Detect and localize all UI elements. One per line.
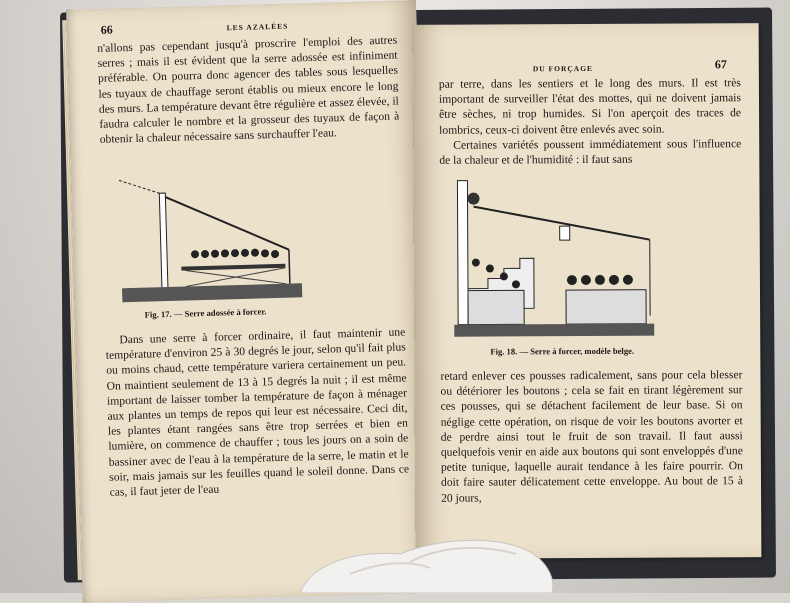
paragraph: Certaines variétés poussent immédiatement sous l'influence de la chaleur et de l'humidité : il faut sans <box>439 136 741 168</box>
greenhouse-figure-18 <box>453 176 664 341</box>
figure-caption: Fig. 18. — Serre à forcer, modèle belge. <box>490 346 634 357</box>
greenhouse-figure-17 <box>119 171 323 307</box>
paragraph: par terre, dans les sentiers et le long des murs. Il est très important de surveiller l'état des mottes, qui ne doivent jamais être sèches, ni trop humides. Si l'on aperçoit des traces de lombrics, ceux-ci doivent être enlevés avec soin. <box>439 75 741 137</box>
running-head: LES AZALÉES <box>227 22 289 33</box>
body-text-bottom <box>440 367 743 505</box>
body-text-top <box>439 75 741 168</box>
page-number: 67 <box>715 57 727 72</box>
page-number: 66 <box>101 22 113 37</box>
paragraph: n'allons pas cependant jusqu'à proscrire l'emploi des autres serres ; mais il est évident que la serre adossée est infiniment préférable. On pourra donc agencer des tables sous lesquelles les tuyaux de chauffage seront établis ou mieux encore le long des murs. La température devant être régulière et assez élevée, il faudra calculer le nombre et la grosseur des tuyaux de façon à obtenir la chaleur nécessaire sans surchauffer l'eau. <box>97 33 400 148</box>
body-text-bottom <box>105 324 410 500</box>
white-glove-hand <box>290 528 560 593</box>
left-page <box>66 0 432 603</box>
paragraph: retard enlever ces pousses radicalement, sans pour cela blesser ou détériorer les boutons ; cela se fait en tirant légèrement sur ces pousses, qui se détachent facilement de leur base. Si on néglige cette opération, on risque de voir les boutons avorter et de perdre ainsi tout le fruit de son travail. Il faut aussi quelquefois venir en aide aux boutons qui sont enveloppés d'une petite tunique, laquelle aurait tendance à les faire pourrir. On doit faire sauter délicatement cette enveloppe. Au bout de 15 à 20 jours, <box>440 367 743 505</box>
paragraph: Dans une serre à forcer ordinaire, il faut maintenir une température d'environ 25 à 30 degrés le jour, selon qu'il fait plus ou moins chaud, cette température variera certainement un peu. On maintient seulement de 13 à 15 degrés la nuit ; il est même important de laisser tomber la température de façon à ménager aux plantes un temps de repos qui leur est nécessaire. Ceci dit, les plantes étant rangées sans être trop serrées et bien en lumière, on commence de chauffer ; tous les jours on a soin de bassiner avec de l'eau à la température de la serre, le matin et le soir, mais jamais sur les feuilles quand le soleil donne. Dans ce cas, il faut jeter de l'eau <box>105 324 410 500</box>
figure-caption: Fig. 17. — Serre adossée à forcer. <box>145 306 267 319</box>
running-head: DU FORÇAGE <box>533 64 593 73</box>
right-page <box>413 23 762 559</box>
body-text-top <box>97 33 400 148</box>
